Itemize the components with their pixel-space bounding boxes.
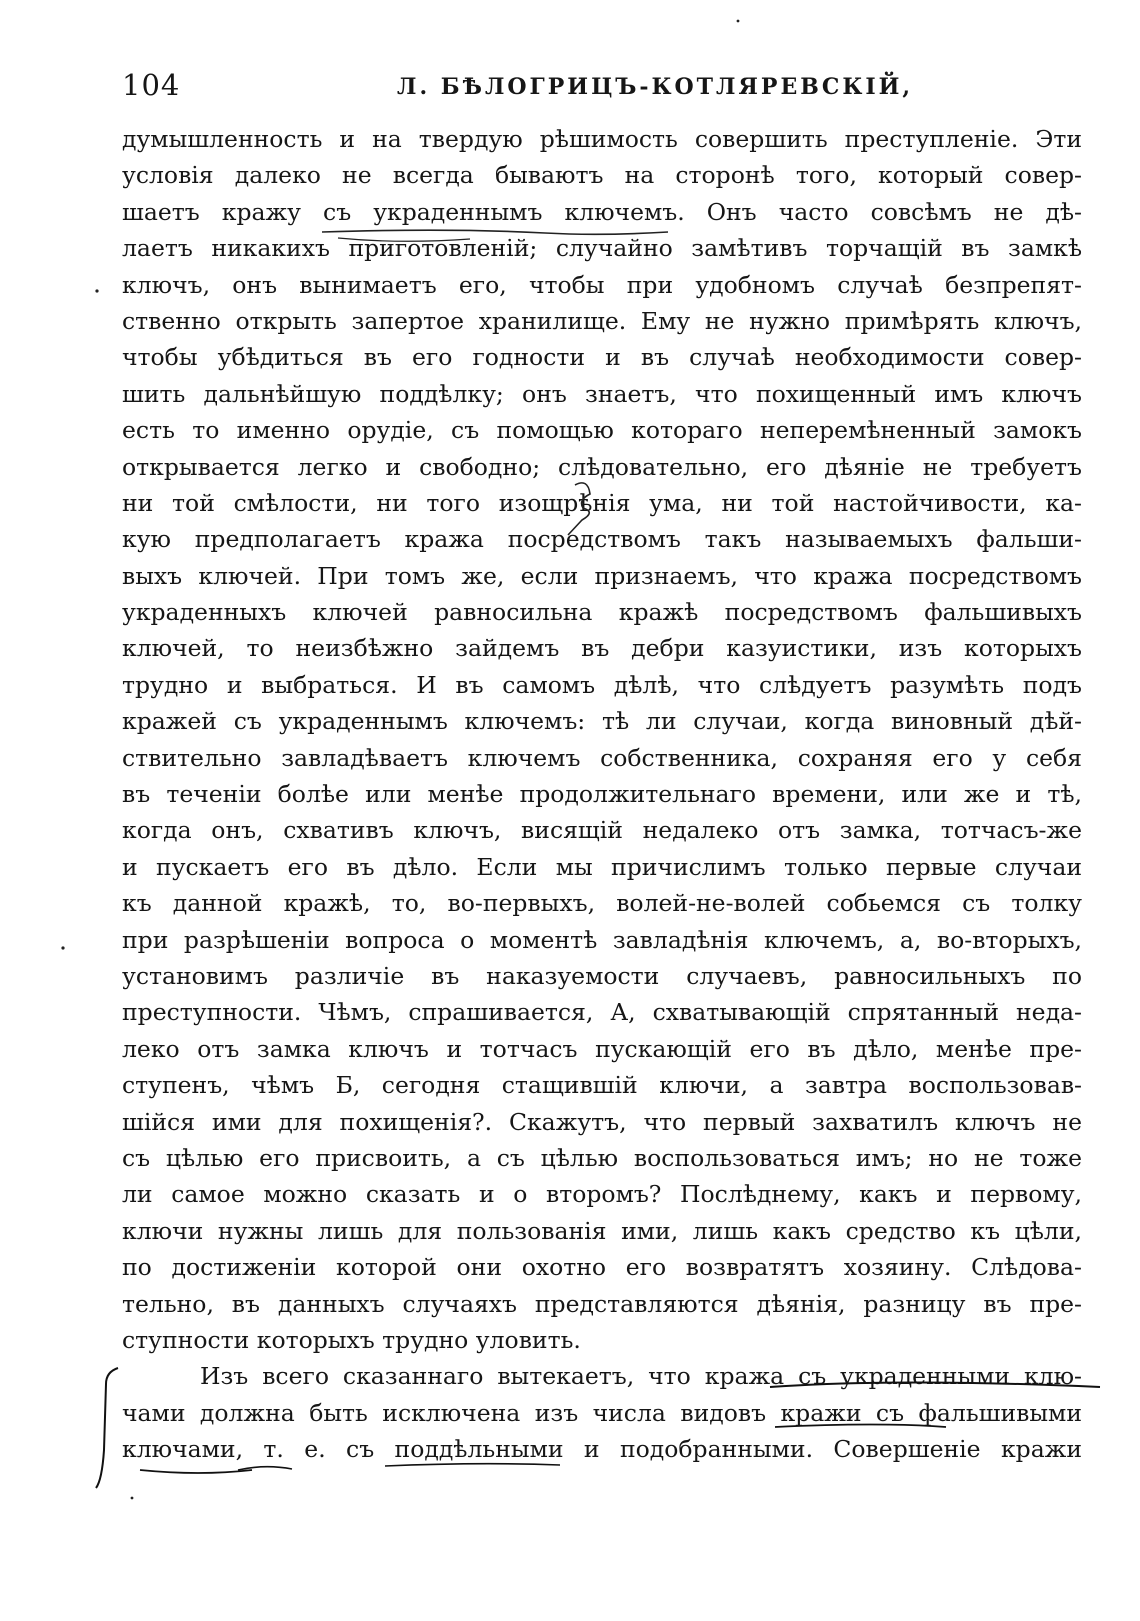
text-line: шаетъ кражу съ украденнымъ ключемъ. Онъ часто совсѣмъ не дѣ- — [122, 197, 1082, 226]
paragraph-1 — [122, 121, 1082, 1358]
text-line: ственно открыть запертое хранилище. Ему не нужно примѣрять ключъ, — [122, 306, 1082, 335]
margin-dot — [95, 289, 98, 292]
text-line: въ теченіи болѣе или менѣе продолжительнаго времени, или же и тѣ, — [122, 780, 1082, 809]
text-line: съ цѣлью его присвоить, а съ цѣлью воспользоваться имъ; но не тоже — [122, 1143, 1082, 1172]
margin-dot — [737, 20, 740, 23]
text-line: кражей съ украденнымъ ключемъ: тѣ ли случаи, когда виновный дѣй- — [122, 707, 1082, 736]
text-line: есть то именно орудіе, съ помощью котораго неперемѣненный замокъ — [122, 416, 1082, 445]
text-line: при разрѣшеніи вопроса о моментѣ завладѣнія ключемъ, а, во-вторыхъ, — [122, 925, 1082, 954]
text-line: Изъ всего сказаннаго вытекаетъ, что кража съ украденными клю- — [200, 1362, 1082, 1391]
text-line: украденныхъ ключей равносильна кражѣ посредствомъ фальшивыхъ — [122, 598, 1082, 627]
text-line: шить дальнѣйшую поддѣлку; онъ знаетъ, что похищенный имъ ключъ — [122, 379, 1082, 408]
text-line: ступности которыхъ трудно уловить. — [122, 1325, 581, 1354]
text-line: ни той смѣлости, ни того изощрѣнія ума, ни той настойчивости, ка- — [122, 488, 1082, 517]
text-line: кую предполагаетъ кража посредствомъ такъ называемыхъ фальши- — [122, 525, 1082, 554]
page-number: 104 — [122, 68, 181, 102]
text-line: выхъ ключей. При томъ же, если признаемъ, что кража посредствомъ — [122, 561, 1082, 590]
margin-dot — [61, 946, 64, 949]
text-line: по достиженіи которой они охотно его возвратятъ хозяину. Слѣдова- — [122, 1253, 1082, 1282]
text-line: думышленность и на твердую рѣшимость совершить преступленіе. Эти — [122, 125, 1082, 153]
text-line: условія далеко не всегда бываютъ на сторонѣ того, который совер- — [122, 161, 1082, 190]
paragraph-2 — [122, 1358, 1082, 1467]
text-line: трудно и выбраться. И въ самомъ дѣлѣ, что слѣдуетъ разумѣть подъ — [122, 670, 1082, 699]
text-line: леко отъ замка ключъ и тотчасъ пускающій его въ дѣло, менѣе пре- — [122, 1034, 1082, 1063]
text-line: ключами, т. е. съ поддѣльными и подобранными. Совершеніе кражи — [122, 1435, 1082, 1464]
text-line: ключъ, онъ вынимаетъ его, чтобы при удобномъ случаѣ безпрепят- — [122, 270, 1082, 299]
text-line: къ данной кражѣ, то, во-первыхъ, волей-не-волей собьемся съ толку — [122, 889, 1082, 918]
text-line: установимъ различіе въ наказуемости случаевъ, равносильныхъ по — [122, 961, 1082, 990]
text-line: ключи нужны лишь для пользованія ими, лишь какъ средство къ цѣли, — [122, 1216, 1082, 1245]
page-header — [122, 68, 1077, 108]
pencil-bracket — [96, 1368, 118, 1488]
text-line: открывается легко и свободно; слѣдовательно, его дѣяніе не требуетъ — [122, 452, 1082, 481]
text-line: ключей, то неизбѣжно зайдемъ въ дебри казуистики, изъ которыхъ — [122, 634, 1082, 663]
text-line: лаетъ никакихъ приготовленій; случайно замѣтивъ торчащій въ замкѣ — [122, 234, 1082, 263]
text-line: когда онъ, схвативъ ключъ, висящій недалеко отъ замка, тотчасъ-же — [122, 816, 1082, 845]
text-line: и пускаетъ его въ дѣло. Если мы причислимъ только первые случаи — [122, 852, 1082, 881]
text-line: ствительно завладѣваетъ ключемъ собственника, сохраняя его у себя — [122, 743, 1082, 772]
text-line: ступенъ, чѣмъ Б, сегодня стащившій ключи, а завтра воспользовав- — [122, 1071, 1082, 1100]
text-line: ли самое можно сказать и о второмъ? Послѣднему, какъ и первому, — [122, 1180, 1082, 1209]
margin-dot — [131, 1497, 134, 1500]
running-head: Л. БѢЛОГРИЦЪ-КОТЛЯРЕВСКІЙ, — [397, 74, 914, 100]
text-line: преступности. Чѣмъ, спрашивается, А, схватывающій спрятанный неда- — [122, 998, 1082, 1027]
text-line: чтобы убѣдиться въ его годности и въ случаѣ необходимости совер- — [122, 343, 1082, 372]
body-text — [122, 121, 1082, 1467]
text-line: чами должна быть исключена изъ числа видовъ кражи съ фальшивыми — [122, 1398, 1082, 1427]
text-line: тельно, въ данныхъ случаяхъ представляются дѣянія, разницу въ пре- — [122, 1289, 1082, 1318]
pencil-underline — [140, 1470, 252, 1473]
text-line: шійся ими для похищенія?. Скажутъ, что первый захватилъ ключъ не — [122, 1107, 1082, 1136]
